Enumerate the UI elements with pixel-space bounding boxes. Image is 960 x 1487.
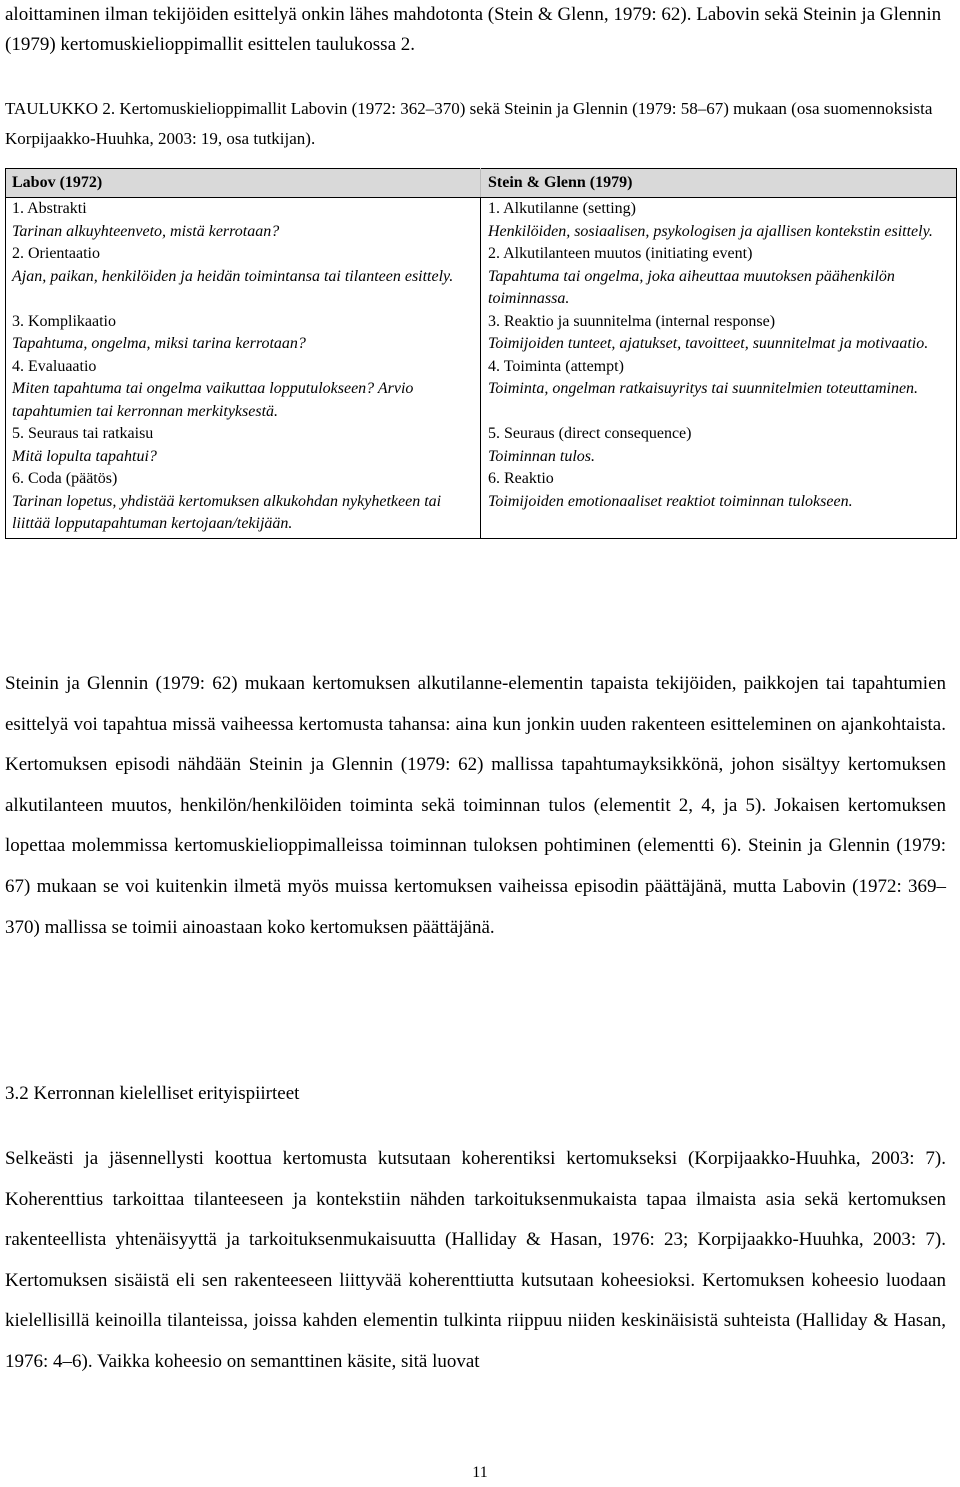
element-description: Toimijoiden emotionaaliset reaktiot toiminnan tulokseen. [488, 492, 853, 510]
header-labov: Labov (1972) [6, 169, 481, 198]
table-cell-labov [6, 423, 481, 468]
intro-paragraph: aloittaminen ilman tekijöiden esittelyä onkin lähes mahdotonta (Stein & Glenn, 1979: 62). Labovin sekä Steinin ja Glennin (1979) kertomuskielioppimallit esittelen taulukossa 2. [5, 4, 942, 55]
page-number: 11 [472, 1464, 488, 1481]
table-cell-stein-glenn [481, 243, 957, 311]
table-cell-stein-glenn [481, 356, 957, 424]
table-header-row [6, 169, 957, 198]
story-grammar-table [5, 168, 957, 539]
element-title: 4. Toiminta (attempt) [488, 357, 624, 375]
element-title: 5. Seuraus (direct consequence) [488, 425, 692, 442]
element-title: 3. Reaktio ja suunnitelma (internal response) [488, 312, 776, 330]
body-paragraph-2: Selkeästi ja jäsennellysti koottua kertomusta kutsutaan koherentiksi kertomukseksi (Korpijaakko-Huuhka, 2003: 7). Koherenttius tarkoittaa tilanteeseen ja kontekstiin nähden tarkoituksenmukaista tapaa ilmaista asia sekä kertomuksen rakenteellista yhtenäisyyttä ja tarkoituksenmukaisuutta (Halliday & Hasan, 1976: 23; Korpijaakko-Huuhka, 2003: 7). Kertomuksen sisäistä eli sen rakenteeseen liittyvää koherenttiutta kutsutaan koheesioksi. Kertomuksen koheesio luodaan kielellisillä keinoilla tilanteissa, joissa kahden elementin tulkinta riippuu niiden keskinäisistä suhteista (Halliday & Hasan, 1976: 4–6). Vaikka koheesio on semanttinen käsite, sitä luovat [5, 1148, 946, 1372]
element-description: Toiminnan tulos. [488, 447, 595, 465]
element-description: Miten tapahtuma tai ongelma vaikuttaa lopputulokseen? Arvio tapahtumien tai kerronnan merkityksestä. [12, 380, 414, 420]
element-title: 3. Komplikaatio [12, 312, 116, 330]
element-description: Toiminta, ongelman ratkaisuyritys tai suunnitelmien toteuttaminen. [488, 380, 919, 397]
header-stein-glenn: Stein & Glenn (1979) [481, 169, 957, 198]
table-row [6, 423, 957, 468]
table-cell-labov [6, 468, 481, 538]
table-row [6, 198, 957, 244]
element-description: Tarinan alkuyhteenveto, mistä kerrotaan? [12, 222, 280, 240]
table-row [6, 468, 957, 538]
table-cell-labov [6, 311, 481, 356]
element-title: 2. Orientaatio [12, 245, 100, 262]
table-cell-stein-glenn [481, 311, 957, 356]
table-cell-labov [6, 198, 481, 244]
table-caption: TAULUKKO 2. Kertomuskielioppimallit Labovin (1972: 362–370) sekä Steinin ja Glennin (1979: 58–67) mukaan (osa suomennoksista Korpijaakko-Huuhka, 2003: 19, osa tutkijan). [5, 99, 933, 148]
element-title: 1. Abstrakti [12, 200, 87, 217]
element-description: Tapahtuma, ongelma, miksi tarina kerrotaan? [12, 335, 306, 352]
element-description: Mitä lopulta tapahtui? [12, 447, 157, 465]
element-description: Toimijoiden tunteet, ajatukset, tavoitteet, suunnitelmat ja motivaatio. [488, 335, 929, 352]
table-row [6, 356, 957, 424]
element-title: 5. Seuraus tai ratkaisu [12, 425, 154, 442]
element-title: 6. Coda (päätös) [12, 470, 118, 487]
table-cell-stein-glenn [481, 198, 957, 244]
element-description: Tarinan lopetus, yhdistää kertomuksen alkukohdan nykyhetkeen tai liittää lopputapahtuman kertojaan/tekijään. [12, 492, 442, 532]
element-description: Ajan, paikan, henkilöiden ja heidän toimintansa tai tilanteen esittely. [12, 267, 454, 285]
element-description: Henkilöiden, sosiaalisen, psykologisen ja ajallisen kontekstin esittely. [488, 222, 933, 240]
element-description: Tapahtuma tai ongelma, joka aiheuttaa muutoksen päähenkilön toiminnassa. [488, 267, 895, 307]
body-paragraph-1: Steinin ja Glennin (1979: 62) mukaan kertomuksen alkutilanne-elementin tapaista tekijöiden, paikkojen tai tapahtumien esittelyä voi tapahtua missä vaiheessa kertomusta tahansa: aina kun jonkin uuden rakenteen esitteleminen on ajankohtaista. Kertomuksen episodi nähdään Steinin ja Glennin (1979: 62) mallissa tapahtumayksikkönä, johon sisältyy kertomuksen alkutilanteen muutos, henkilön/henkilöiden toiminta sekä toiminnan tulos (elementit 2, 4, ja 5). Jokaisen kertomuksen lopettaa molemmissa kertomuskielioppimalleissa toiminnan tuloksen pohtiminen (elementti 6). Steinin ja Glennin (1979: 67) mukaan se voi kuitenkin ilmetä myös muissa kertomuksen vaiheissa episodin päättäjänä, mutta Labovin (1972: 369–370) mallissa se toimii ainoastaan koko kertomuksen päättäjänä. [5, 673, 946, 938]
table-cell-stein-glenn [481, 423, 957, 468]
table-row [6, 243, 957, 311]
table-cell-labov [6, 356, 481, 424]
table-cell-stein-glenn [481, 468, 957, 538]
section-heading: 3.2 Kerronnan kielelliset erityispiirteet [5, 1083, 300, 1104]
element-title: 4. Evaluaatio [12, 357, 97, 375]
element-title: 6. Reaktio [488, 470, 554, 487]
table-row [6, 311, 957, 356]
table-cell-labov [6, 243, 481, 311]
element-title: 2. Alkutilanteen muutos (initiating event) [488, 245, 753, 262]
element-title: 1. Alkutilanne (setting) [488, 200, 636, 217]
